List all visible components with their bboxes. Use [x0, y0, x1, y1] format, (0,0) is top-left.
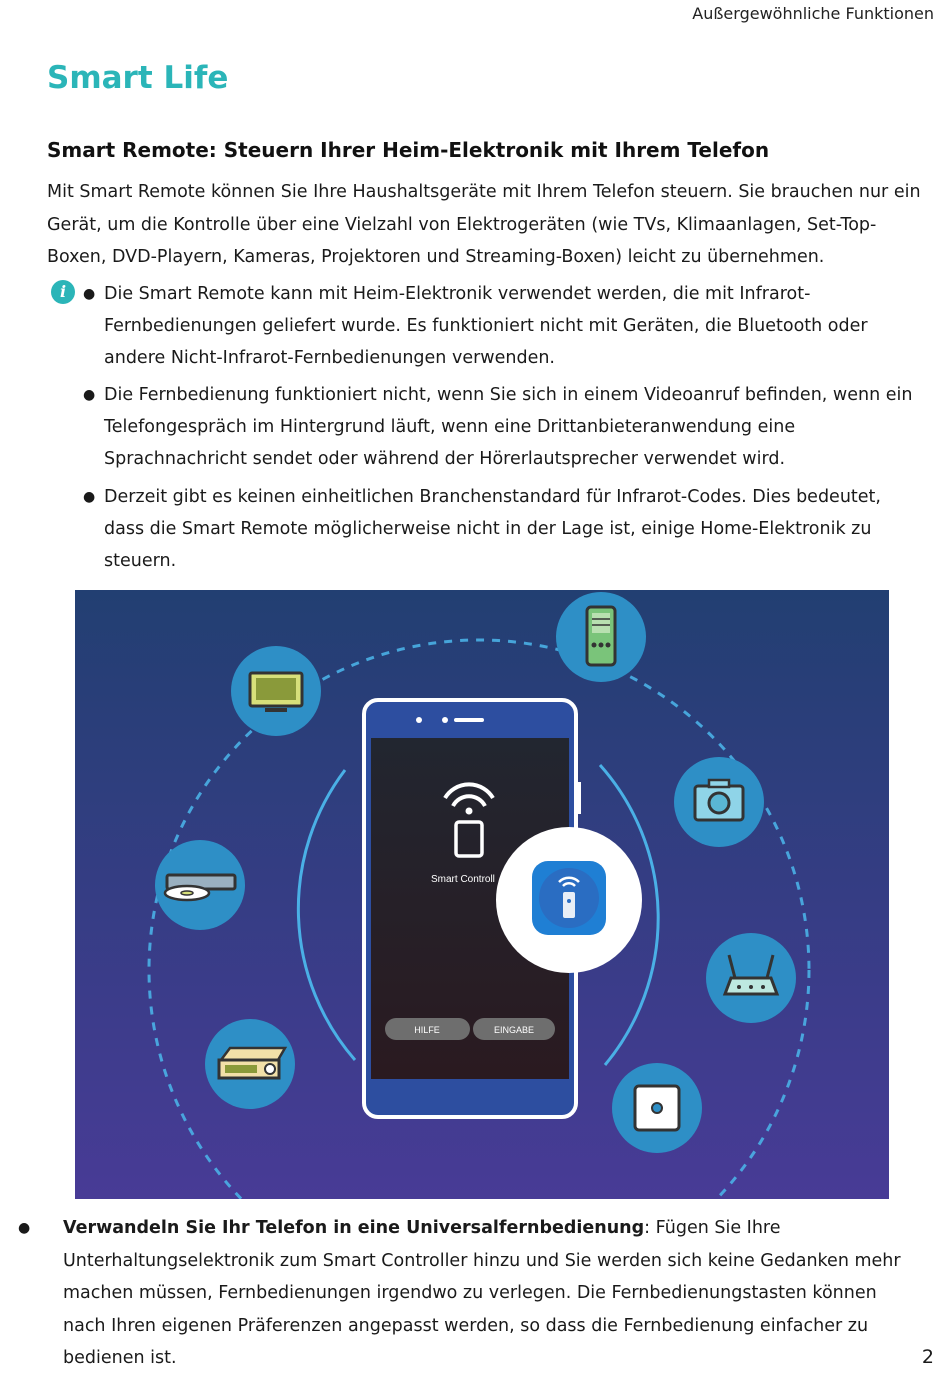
dvd-player-icon — [155, 840, 245, 930]
note-text: Die Fernbedienung funktioniert nicht, wenn Sie sich in einem Videoanruf befinden, wenn ein Telefongespräch im Hintergrund läuft, wenn eine Drittanbieteranwendung eine Sprachnachricht sendet oder während der Hörerlautsprecher verwendet wird. — [104, 385, 913, 469]
app-label: Smart Controll — [431, 874, 495, 885]
app-icon — [496, 827, 642, 973]
note-text: Derzeit gibt es keinen einheitlichen Branchenstandard für Infrarot-Codes. Dies bedeutet, dass die Smart Remote möglicherweise nicht in der Lage ist, einige Home-Elektronik zu steuern. — [104, 487, 881, 571]
section-header: Außergewöhnliche Funktionen — [692, 4, 934, 23]
smart-remote-illustration — [75, 590, 889, 1199]
streaming-box-icon — [612, 1063, 702, 1153]
bullet-icon: ● — [18, 1220, 31, 1236]
feature-text — [63, 1212, 923, 1375]
page-title: Smart Life — [47, 60, 229, 96]
help-button-label: HILFE — [414, 1025, 440, 1035]
bullet-icon: ● — [83, 286, 96, 302]
camera-icon — [674, 757, 764, 847]
bullet-icon: ● — [83, 489, 96, 505]
feature-heading: Verwandeln Sie Ihr Telefon in eine Universalfernbedienung — [63, 1218, 645, 1238]
bullet-icon: ● — [83, 387, 96, 403]
intro-paragraph: Mit Smart Remote können Sie Ihre Haushaltsgeräte mit Ihrem Telefon steuern. Sie brauchen nur ein Gerät, um die Kontrolle über eine Vielzahl von Elektrogeräten (wie TVs, Klimaanlagen, Set-Top-Boxen, DVD-Playern, Kameras, Projektoren und Streaming-Boxen) leicht zu übernehmen. — [47, 182, 921, 267]
projector-icon — [205, 1019, 295, 1109]
input-button-label: EINGABE — [493, 1025, 535, 1035]
note-text: Die Smart Remote kann mit Heim-Elektronik verwendet werden, die mit Infrarot-Fernbedienungen geliefert wurde. Es funktioniert nicht mit Geräten, die Bluetooth oder andere Nicht-Infrarot-Fernbedienungen verwenden. — [104, 284, 868, 368]
section-subtitle: Smart Remote: Steuern Ihrer Heim-Elektronik mit Ihrem Telefon — [47, 138, 770, 162]
tv-icon — [231, 646, 321, 736]
page-number: 2 — [921, 1346, 934, 1368]
remote-icon — [556, 592, 646, 682]
feature-description: : Fügen Sie Ihre Unterhaltungselektronik zum Smart Controller hinzu und Sie werden sich keine Gedanken mehr machen müssen, Fernbedienungen irgendwo zu verlegen. Die Fernbedienungstasten können nach Ihren eigenen Präferenzen angepasst werden, so dass die Fernbedienung einfacher zu bedienen ist. — [63, 1218, 901, 1368]
info-icon: i — [51, 280, 75, 304]
router-icon — [706, 933, 796, 1023]
